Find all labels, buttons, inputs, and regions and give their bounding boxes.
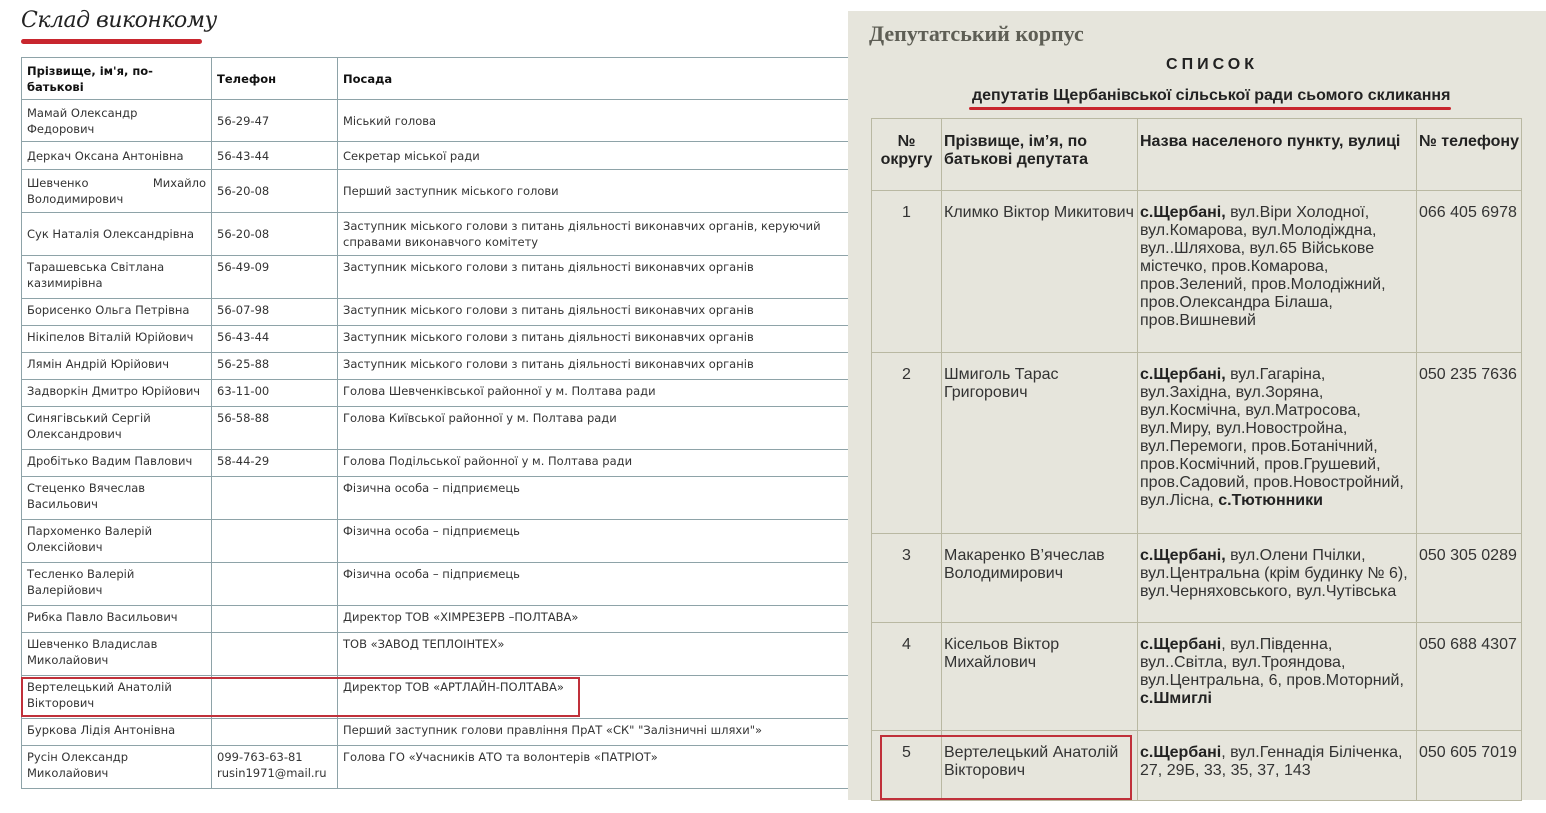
member-name: Пархоменко Валерій Олексійович bbox=[22, 520, 212, 563]
header-name: Прізвище, ім’я, по батькові депутата bbox=[942, 119, 1138, 191]
title-underline bbox=[21, 39, 202, 44]
table-row bbox=[872, 191, 1522, 353]
table-row bbox=[872, 623, 1522, 731]
member-position: Заступник міського голови з питань діяльності виконавчих органів, керуючий справами виконавчого комітету bbox=[338, 213, 849, 256]
table-row bbox=[22, 633, 849, 676]
table-row bbox=[22, 213, 849, 256]
email-link[interactable]: rusin1971@mail.ru bbox=[217, 766, 327, 780]
member-phone bbox=[212, 450, 338, 477]
member-name: Деркач Оксана Антонівна bbox=[22, 142, 212, 170]
table-row bbox=[22, 299, 849, 326]
section-title: Депутатський корпус bbox=[869, 21, 1084, 46]
member-phone bbox=[212, 256, 338, 299]
member-phone bbox=[212, 633, 338, 676]
member-position: Перший заступник голови правління ПрАТ «СК" "Залізничні шляхи"» bbox=[338, 719, 849, 746]
phone-value: 56-20-08 bbox=[217, 227, 270, 241]
highlight-box bbox=[880, 735, 1132, 800]
member-position: Голова Шевченківської районної у м. Полтава ради bbox=[338, 380, 849, 407]
member-name: Вертелецький Анатолій Вікторович bbox=[22, 676, 212, 719]
district-number: 1 bbox=[872, 191, 942, 353]
deputy-phone: 050 305 0289 bbox=[1417, 534, 1522, 623]
deputy-address bbox=[1138, 191, 1417, 353]
phone-value: 56-43-44 bbox=[217, 330, 270, 344]
member-position: Секретар міської ради bbox=[338, 142, 849, 170]
phone-value: 56-07-98 bbox=[217, 303, 270, 317]
street-list: вул.Віри Холодної, вул.Комарова, вул.Молодіждна, вул..Шляхова, вул.65 Військове містечко, пров.Комарова, пров.Зелений, пров.Молодіжний, пров.Олександра Білаша, пров.Вишневий bbox=[1140, 204, 1386, 329]
table-row bbox=[22, 563, 849, 606]
list-subtitle: депутатів Щербанівської сільської ради сьомого скликання bbox=[972, 87, 1451, 104]
deputy-address bbox=[1138, 731, 1417, 801]
member-phone bbox=[212, 719, 338, 746]
member-position: Фізична особа – підприємець bbox=[338, 477, 849, 520]
village-name: с.Щербані bbox=[1140, 744, 1222, 761]
district-number: 2 bbox=[872, 353, 942, 534]
village-name: с.Щербані, bbox=[1140, 547, 1226, 564]
member-phone bbox=[212, 170, 338, 213]
phone-value: 099-763-63-81 bbox=[217, 750, 303, 764]
list-title: СПИСОК bbox=[1166, 56, 1258, 73]
member-phone bbox=[212, 326, 338, 353]
deputy-name: Климко Віктор Микитович bbox=[942, 191, 1138, 353]
header-district: № округу bbox=[872, 119, 942, 191]
village-name: с.Тютюнники bbox=[1218, 492, 1323, 509]
member-phone bbox=[212, 142, 338, 170]
street-list: , вул.Південна, вул..Світла, вул.Трояндова, вул.Центральна, 6, пров.Моторний, bbox=[1140, 636, 1404, 689]
village-name: с.Щербані bbox=[1140, 636, 1222, 653]
header-address: Назва населеного пункту, вулиці bbox=[1138, 119, 1417, 191]
member-position: Міський голова bbox=[338, 100, 849, 142]
street-list: , вул.Геннадія Біліченка, 27, 29Б, 33, 35, 37, 143 bbox=[1140, 744, 1403, 779]
district-number: 4 bbox=[872, 623, 942, 731]
member-position: Голова Київської районної у м. Полтава ради bbox=[338, 407, 849, 450]
district-number: 5 bbox=[872, 731, 942, 801]
member-position: Заступник міського голови з питань діяльності виконавчих органів bbox=[338, 299, 849, 326]
phone-value: 56-58-88 bbox=[217, 411, 270, 425]
member-phone bbox=[212, 520, 338, 563]
member-position: Голова ГО «Учасників АТО та волонтерів «ПАТРІОТ» bbox=[338, 746, 849, 789]
village-name: с.Шмиглі bbox=[1140, 690, 1212, 707]
village-name: с.Щербані, bbox=[1140, 204, 1226, 221]
deputy-name: Вертелецький Анатолій Вікторович bbox=[942, 731, 1138, 801]
table-row bbox=[872, 353, 1522, 534]
member-phone bbox=[212, 407, 338, 450]
member-phone bbox=[212, 380, 338, 407]
deputies-panel bbox=[848, 11, 1546, 800]
table-row bbox=[22, 100, 849, 142]
header-phone: № телефону bbox=[1417, 119, 1522, 191]
table-row bbox=[22, 353, 849, 380]
deputy-address bbox=[1138, 623, 1417, 731]
deputy-name: Кісельов Віктор Михайлович bbox=[942, 623, 1138, 731]
table-row bbox=[22, 407, 849, 450]
member-position: Заступник міського голови з питань діяльності виконавчих органів bbox=[338, 256, 849, 299]
subtitle-underline bbox=[969, 107, 1451, 110]
deputy-phone: 050 235 7636 bbox=[1417, 353, 1522, 534]
member-phone bbox=[212, 299, 338, 326]
member-name: Синягівський Сергій Олександрович bbox=[22, 407, 212, 450]
member-position: Заступник міського голови з питань діяльності виконавчих органів bbox=[338, 326, 849, 353]
member-phone bbox=[212, 746, 338, 789]
table-row bbox=[22, 326, 849, 353]
member-position: Фізична особа – підприємець bbox=[338, 563, 849, 606]
phone-value: 58-44-29 bbox=[217, 454, 270, 468]
member-phone bbox=[212, 100, 338, 142]
member-name: Лямін Андрій Юрійович bbox=[22, 353, 212, 380]
phone-value: 56-20-08 bbox=[217, 184, 270, 198]
member-position: Директор ТОВ «АРТЛАЙН-ПОЛТАВА» bbox=[338, 676, 849, 719]
village-name: с.Щербані, bbox=[1140, 366, 1226, 383]
member-phone bbox=[212, 477, 338, 520]
deputy-phone: 050 688 4307 bbox=[1417, 623, 1522, 731]
member-name: Шевченко Владислав Миколайович bbox=[22, 633, 212, 676]
member-name: Мамай Олександр Федорович bbox=[22, 100, 212, 142]
deputy-address bbox=[1138, 353, 1417, 534]
table-header-row bbox=[872, 119, 1522, 191]
member-name: Шевченко Михайло Володимирович bbox=[22, 170, 212, 213]
table-row bbox=[872, 534, 1522, 623]
district-number: 3 bbox=[872, 534, 942, 623]
member-position: Заступник міського голови з питань діяльності виконавчих органів bbox=[338, 353, 849, 380]
phone-value: 56-25-88 bbox=[217, 357, 270, 371]
table-row bbox=[22, 170, 849, 213]
deputy-phone: 066 405 6978 bbox=[1417, 191, 1522, 353]
phone-value: 63-11-00 bbox=[217, 384, 270, 398]
header-position: Посада bbox=[338, 58, 849, 100]
member-name: Тарашевська Світлана казимирівна bbox=[22, 256, 212, 299]
phone-value: 56-43-44 bbox=[217, 148, 270, 163]
member-name: Буркова Лідія Антонівна bbox=[22, 719, 212, 746]
member-name: Рибка Павло Васильович bbox=[22, 606, 212, 633]
table-row bbox=[22, 746, 849, 789]
table-row bbox=[22, 477, 849, 520]
deputy-address bbox=[1138, 534, 1417, 623]
member-name: Стеценко Вячеслав Васильович bbox=[22, 477, 212, 520]
table-header-row bbox=[22, 58, 849, 100]
street-list: вул.Олени Пчілки, вул.Центральна (крім будинку № 6), вул.Черняховського, вул.Чутівська bbox=[1140, 547, 1408, 600]
member-phone bbox=[212, 563, 338, 606]
table-row bbox=[22, 256, 849, 299]
table-row bbox=[22, 450, 849, 477]
member-name: Борисенко Ольга Петрівна bbox=[22, 299, 212, 326]
page-title: Склад виконкому bbox=[21, 8, 217, 33]
member-name: Задворкін Дмитро Юрійович bbox=[22, 380, 212, 407]
member-position: Директор ТОВ «ХІМРЕЗЕРВ –ПОЛТАВА» bbox=[338, 606, 849, 633]
deputy-phone: 050 605 7019 bbox=[1417, 731, 1522, 801]
member-position: ТОВ «ЗАВОД ТЕПЛОІНТЕХ» bbox=[338, 633, 849, 676]
member-phone bbox=[212, 213, 338, 256]
phone-value: 56-29-47 bbox=[217, 113, 270, 128]
street-list: вул.Гагаріна, вул.Західна, вул.Зоряна, вул.Космічна, вул.Матросова, вул.Миру, вул.Новостройна, вул.Перемоги, пров.Ботанічний, пров.Космічний, пров.Грушевий, пров.Садовий, пров.Новостройний, вул.Лісна, bbox=[1140, 366, 1404, 509]
table-row bbox=[22, 520, 849, 563]
table-row bbox=[22, 142, 849, 170]
highlight-box bbox=[21, 677, 580, 717]
deputy-name: Шмиголь Тарас Григорович bbox=[942, 353, 1138, 534]
deputy-name: Макаренко В’ячеслав Володимирович bbox=[942, 534, 1138, 623]
header-phone: Телефон bbox=[212, 58, 338, 100]
table-row bbox=[22, 719, 849, 746]
member-position: Перший заступник міського голови bbox=[338, 170, 849, 213]
member-position: Голова Подільської районної у м. Полтава ради bbox=[338, 450, 849, 477]
member-phone bbox=[212, 353, 338, 380]
member-name: Тесленко Валерій Валерійович bbox=[22, 563, 212, 606]
member-name: Сук Наталія Олександрівна bbox=[22, 213, 212, 256]
table-row bbox=[22, 380, 849, 407]
deputies-table bbox=[871, 118, 1522, 801]
table-row bbox=[22, 606, 849, 633]
member-name: Дробітько Вадим Павлович bbox=[22, 450, 212, 477]
member-name: Нікіпелов Віталій Юрійович bbox=[22, 326, 212, 353]
member-phone bbox=[212, 606, 338, 633]
member-name: Русін Олександр Миколайович bbox=[22, 746, 212, 789]
member-position: Фізична особа – підприємець bbox=[338, 520, 849, 563]
header-name: Прізвище, ім'я, по-батькові bbox=[22, 58, 212, 100]
phone-value: 56-49-09 bbox=[217, 260, 270, 274]
